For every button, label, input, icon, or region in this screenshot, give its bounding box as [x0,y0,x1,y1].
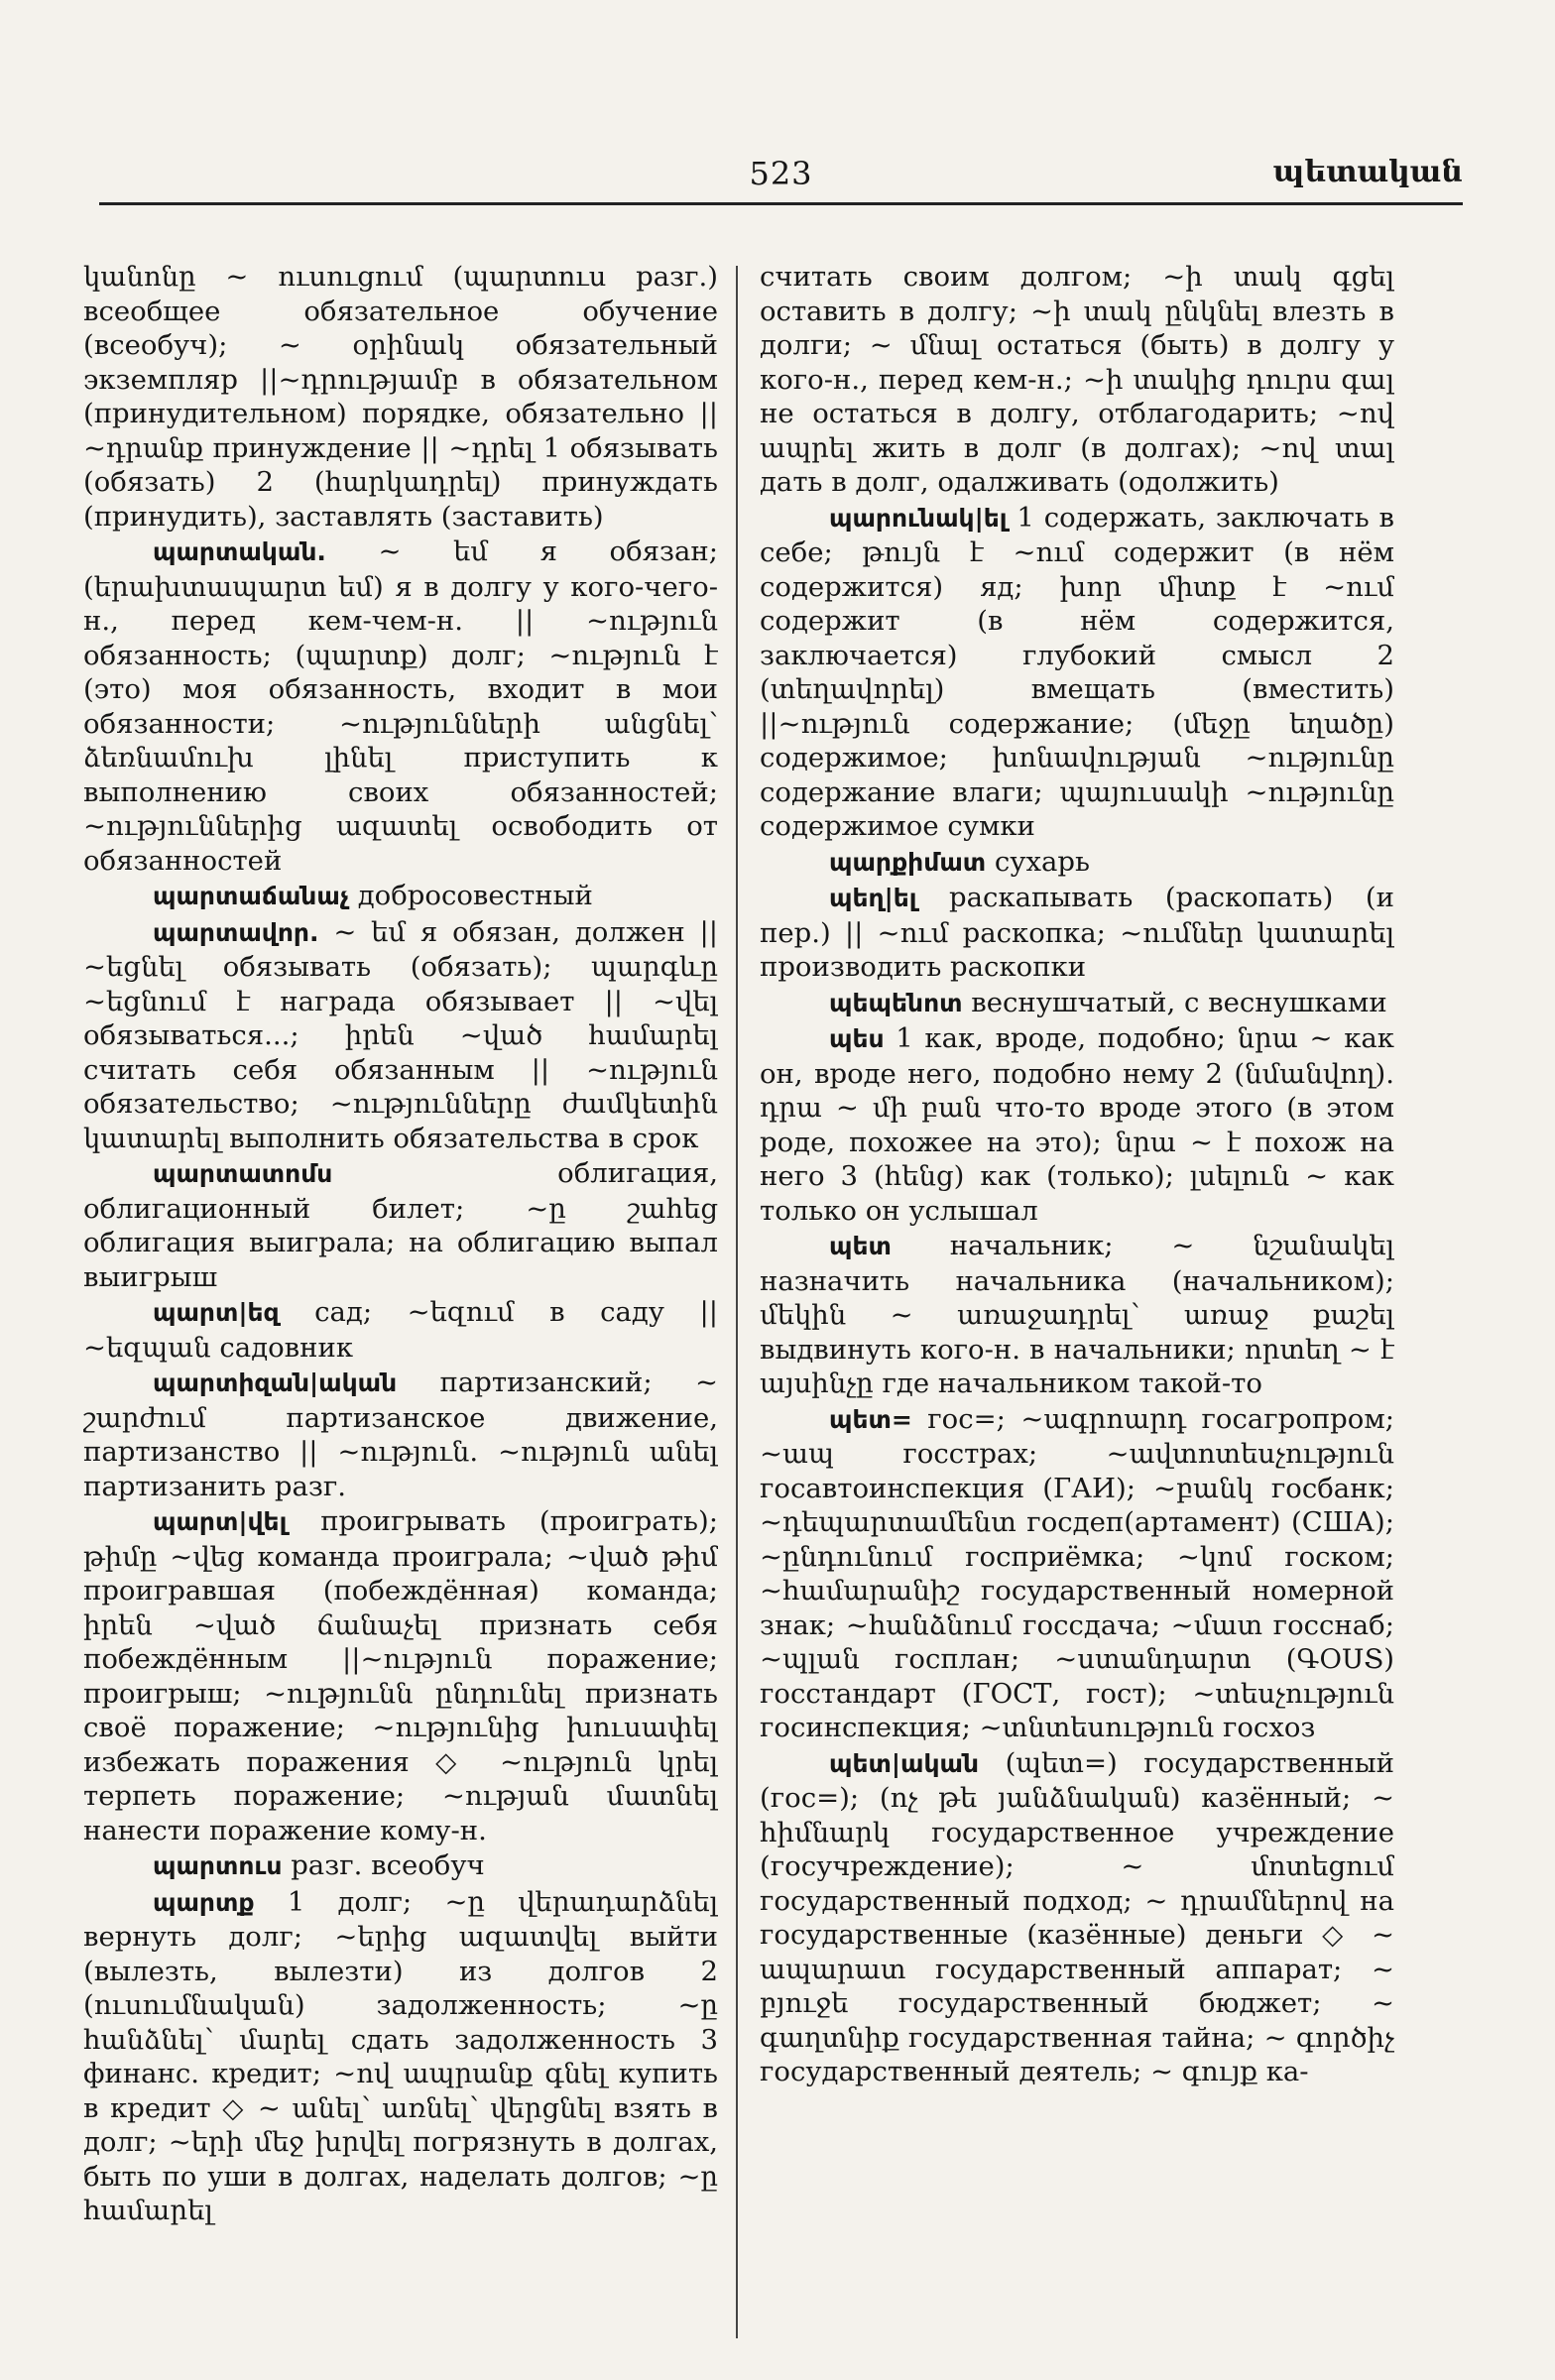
dictionary-entry [83,535,718,878]
dictionary-entry [760,986,1394,1021]
entry-headword: պետ= [829,1404,912,1434]
dictionary-entry [83,260,718,534]
left-column [83,260,718,2352]
entry-headword: պարտ|վել [153,1507,288,1536]
entry-definition: гос=; ~ագրոարդ госагропром; ~ապ госстрах; ~ավտոտեսչություն госавтоинспекция (ГАИ); ~բանկ госбанк; ~դեպարտամենտ госдеп(артамент) (США); ~ընդունում госприёмка; ~կոմ госком; ~համարանիշ государственный номерной знак; ~հանձնում госсдача; ~մատ госснаб; ~պլան госплан; ~ստանդարտ (ԳՕՍՏ) госстандарт (ГОСТ, гост); ~տեսչություն госинспекция; ~տնտեսություն госхоз [760,1402,1394,1743]
dictionary-entry [760,260,1394,500]
dictionary-entry [760,1402,1394,1745]
page-header [99,149,1463,200]
entry-definition: добросовестный [357,880,593,911]
entry-headword: պարտատոմս [153,1159,333,1188]
entry-definition: (պետ=) государственный (гос=); (ոչ թե յանձնական) казённый; ~ հիմնարկ государственное учреждение (госучреждение); ~ մոտեցում государственный подход; ~ դրամներով на государственные (казённые) деньги ◇ ~ ապարատ государственный аппарат; ~ բյուջե государственный бюджет; ~ գաղտնիք государственная тайна; ~ գործիչ государственный деятель; ~ գույք ка- [760,1746,1394,2087]
dictionary-entry [760,1229,1394,1401]
entry-headword: պետ|ական [829,1748,980,1778]
entry-definition: 1 содержать, заключать в себе; թույն է ~ում содержит (в нём содержится) яд; խոր միտք է ~ում содержит (в нём содержится, заключается) глубокий смысл 2 (տեղավորել) вмещать (вместить) ||~ություն содержание; (մեջը եղածը) содержимое; խոնավության ~ությունը содержание влаги; պայուսակի ~ությունը содержимое сумки [760,501,1394,842]
dictionary-entry [760,845,1394,881]
entry-definition: ~ եմ я обязан, должен || ~եցնել обязывать (обязать); պարգևը ~եցնում է награда обязывает || ~վել обязываться...; իրեն ~ված համարել считать себя обязанным || ~ություն обязательство; ~ությունները ժամկետին կատարել выполнить обязательства в срок [83,915,718,1154]
entry-definition: облигация, облигационный билет; ~ը շահեց облигация выиграла; на облигацию выпал выигрыш [83,1157,718,1293]
entry-definition: կանոնը ~ ուսուցում (պարտուս разг.) всеобщее обязательное обучение (всеобуч); ~ օրինակ обязательный экземпляр ||~դրությամբ в обязательном (принудительном) порядке, обязательно || ~դրանք принуждение || ~դրել 1 обязывать (обязать) 2 (հարկադրել) принуждать (принудить), заставлять (заставить) [83,261,718,533]
entry-definition: разг. всеобуч [291,1849,485,1881]
entry-headword: պարտական. [153,537,326,566]
entry-definition: ~ եմ я обязан; (երախտապարտ եմ) я в долгу у кого-чего-н., перед кем-чем-н. || ~ություն обязанность; (պարտք) долг; ~ություն է (это) моя обязанность, входит в мои обязанности; ~ությունների անցնել՝ ձեռնամուխ լինել приступить к выполнению своих обязанностей; ~ություններից ազատել освободить от обязанностей [83,536,718,877]
entry-definition: веснушчатый, с веснушками [971,986,1387,1018]
running-head: պետական [1272,155,1463,189]
entry-definition: раскапывать (раскопать) (и пер.) || ~ում раскопка; ~ումներ կատարել производить раскопки [760,882,1394,983]
entry-headword: պես [829,1024,885,1053]
entry-definition: проигрывать (проиграть); թիմը ~վեց команда проиграла; ~ված թիմ проигравшая (побеждённая) команда; իրեն ~ված ճանաչել признать себя побеждённым ||~ություն поражение; проигрыш; ~ությունն ընդունել признать своё поражение; ~ությունից խուսափել избежать поражения ◇ ~ություն կրել терпеть поражение; ~ության մատնել нанести поражение кому-н. [83,1505,718,1846]
entry-headword: պարքիմատ [829,847,987,877]
dictionary-entry [760,501,1394,844]
entry-definition: сухарь [994,845,1090,878]
dictionary-entry [83,1885,718,2228]
dictionary-entry [83,1295,718,1365]
entry-headword: պարտք [153,1887,255,1917]
dictionary-entry [760,1021,1394,1228]
dictionary-entry [760,881,1394,985]
dictionary-entry [83,1848,718,1884]
header-rule [99,202,1463,205]
entry-headword: պարունակ|ել [829,503,1008,533]
entry-definition: партизанский; ~ շարժում партизанское движение, партизанство || ~ություն. ~ություն անել партизанить разг. [83,1367,718,1502]
entry-definition: 1 как, вроде, подобно; նրա ~ как он, вроде него, подобно нему 2 (նմանվող). դրա ~ մի բան что-то вроде этого (в этом роде, похожее на это); նրա ~ է похож на него 3 (հենց) как (только); լսելուն ~ как только он услышал [760,1022,1394,1227]
entry-headword: պետ [829,1232,892,1260]
entry-headword: պարտաճանաչ [153,882,349,910]
column-divider [736,266,738,2338]
dictionary-entry [83,1504,718,1847]
dictionary-entry [83,879,718,914]
page-number: 523 [749,155,813,192]
entry-headword: պեղ|ել [829,884,917,912]
entry-headword: պարտ|եզ [153,1298,280,1327]
entry-definition: 1 долг; ~ը վերադարձնել вернуть долг; ~երից ազատվել выйти (вылезть, вылезти) из долгов 2 (ուսումնական) задолженность; ~ը հանձնել՝ մարել сдать задолженность 3 финанс. кредит; ~ով ապրանք գնել купить в кредит ◇ ~ անել՝ առնել՝ վերցնել взять в долг; ~երի մեջ խրվել погрязнуть в долгах, быть по уши в долгах, наделать долгов; ~ը համարել [83,1885,718,2226]
entry-definition: начальник; ~ նշանակել назначить начальника (начальником); մեկին ~ առաջադրել՝ առաջ քաշել выдвинуть кого-н. в начальники; որտեղ ~ է այսինչը где начальником такой-то [760,1230,1394,1399]
dictionary-entry [760,1746,1394,2089]
entry-headword: պարտիզան|ական [153,1368,398,1397]
entry-headword: պեպենոտ [829,988,963,1017]
dictionary-entry [83,1156,718,1294]
entry-definition: считать своим долгом; ~ի տակ գցել оставить в долгу; ~ի տակ ընկնել влезть в долги; ~ մնալ остаться (быть) в долгу у кого-н., перед кем-н.; ~ի տակից դուրս գալ не остаться в долгу, отблагодарить; ~ով ապրել жить в долг (в долгах); ~ով տալ дать в долг, одалживать (одолжить) [760,261,1394,498]
entry-headword: պարտուս [153,1851,283,1880]
dictionary-entry [83,915,718,1156]
entry-definition: сад; ~եզում в саду || ~եզպան садовник [83,1296,718,1364]
entry-headword: պարտավոր. [153,917,319,947]
dictionary-entry [83,1366,718,1503]
right-column [760,260,1394,2352]
